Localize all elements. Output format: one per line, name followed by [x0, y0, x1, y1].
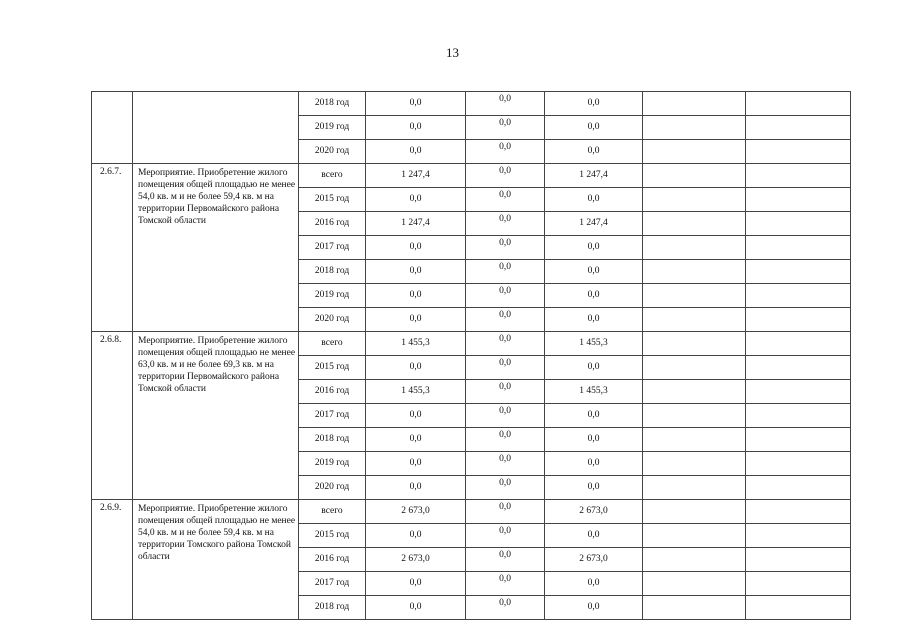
value-cell: 0,0 [366, 188, 466, 212]
value-cell: 0,0 [366, 572, 466, 596]
empty-cell [746, 500, 851, 524]
value-cell: 0,0 [366, 476, 466, 500]
empty-cell [746, 308, 851, 332]
value-cell: 1 247,4 [366, 164, 466, 188]
empty-cell [746, 284, 851, 308]
value-cell: 2 673,0 [366, 548, 466, 572]
year-cell: 2020 год [299, 140, 366, 164]
item-number: 2.6.8. [92, 332, 133, 500]
value-cell: 2 673,0 [545, 500, 643, 524]
item-number-cell [92, 92, 133, 164]
value-cell: 1 247,4 [545, 212, 643, 236]
value-cell: 0,0 [466, 92, 545, 116]
empty-cell [643, 548, 746, 572]
value-cell: 2 673,0 [366, 500, 466, 524]
item-description: Мероприятие. Приобретение жилого помещения общей площадью не менее 63,0 кв. м и не более 69,3 кв. м на территории Первомайского района Томской области [133, 332, 299, 500]
value-cell: 0,0 [366, 452, 466, 476]
year-cell: 2020 год [299, 476, 366, 500]
year-cell: 2019 год [299, 116, 366, 140]
item-description: Мероприятие. Приобретение жилого помещения общей площадью не менее 54,0 кв. м и не более 59,4 кв. м на территории Первомайского района Томской области [133, 164, 299, 332]
value-cell: 0,0 [466, 212, 545, 236]
empty-cell [643, 92, 746, 116]
empty-cell [643, 188, 746, 212]
value-cell: 0,0 [545, 524, 643, 548]
year-cell: 2018 год [299, 596, 366, 620]
empty-cell [746, 572, 851, 596]
year-cell: 2017 год [299, 572, 366, 596]
value-cell: 0,0 [466, 500, 545, 524]
value-cell: 0,0 [545, 356, 643, 380]
value-cell: 0,0 [466, 404, 545, 428]
value-cell: 0,0 [466, 452, 545, 476]
empty-cell [746, 212, 851, 236]
empty-cell [643, 476, 746, 500]
table-row [92, 92, 851, 116]
year-cell: 2020 год [299, 308, 366, 332]
empty-cell [746, 164, 851, 188]
value-cell: 0,0 [366, 92, 466, 116]
item-number: 2.6.7. [92, 164, 133, 332]
value-cell: 0,0 [466, 380, 545, 404]
empty-cell [643, 140, 746, 164]
value-cell: 0,0 [545, 596, 643, 620]
empty-cell [746, 380, 851, 404]
table-row [92, 500, 851, 524]
empty-cell [746, 260, 851, 284]
empty-cell [746, 92, 851, 116]
empty-cell [643, 356, 746, 380]
empty-cell [746, 140, 851, 164]
empty-cell [643, 284, 746, 308]
value-cell: 1 455,3 [366, 332, 466, 356]
item-number: 2.6.9. [92, 500, 133, 620]
empty-cell [746, 524, 851, 548]
empty-cell [746, 428, 851, 452]
value-cell: 0,0 [366, 596, 466, 620]
year-cell: 2015 год [299, 188, 366, 212]
year-cell: 2017 год [299, 236, 366, 260]
value-cell: 0,0 [545, 92, 643, 116]
value-cell: 0,0 [366, 260, 466, 284]
year-cell: 2016 год [299, 548, 366, 572]
empty-cell [746, 596, 851, 620]
value-cell: 1 455,3 [366, 380, 466, 404]
value-cell: 0,0 [545, 236, 643, 260]
empty-cell [643, 308, 746, 332]
year-cell: всего [299, 500, 366, 524]
value-cell: 0,0 [545, 188, 643, 212]
value-cell: 1 247,4 [366, 212, 466, 236]
year-cell: всего [299, 164, 366, 188]
empty-cell [746, 476, 851, 500]
empty-cell [746, 236, 851, 260]
value-cell: 0,0 [366, 116, 466, 140]
year-cell: 2018 год [299, 428, 366, 452]
value-cell: 0,0 [545, 476, 643, 500]
value-cell: 0,0 [366, 404, 466, 428]
empty-cell [643, 428, 746, 452]
value-cell: 0,0 [366, 524, 466, 548]
empty-cell [643, 404, 746, 428]
value-cell: 0,0 [366, 356, 466, 380]
value-cell: 0,0 [466, 140, 545, 164]
value-cell: 0,0 [545, 428, 643, 452]
empty-cell [643, 236, 746, 260]
value-cell: 1 455,3 [545, 380, 643, 404]
empty-cell [746, 404, 851, 428]
value-cell: 0,0 [466, 548, 545, 572]
value-cell: 0,0 [466, 332, 545, 356]
value-cell: 0,0 [466, 572, 545, 596]
year-cell: 2015 год [299, 524, 366, 548]
value-cell: 0,0 [545, 452, 643, 476]
value-cell: 0,0 [466, 308, 545, 332]
value-cell: 0,0 [545, 284, 643, 308]
value-cell: 0,0 [466, 236, 545, 260]
table-row [92, 164, 851, 188]
value-cell: 0,0 [545, 308, 643, 332]
year-cell: всего [299, 332, 366, 356]
empty-cell [643, 332, 746, 356]
value-cell: 0,0 [545, 140, 643, 164]
value-cell: 0,0 [466, 164, 545, 188]
empty-cell [643, 452, 746, 476]
year-cell: 2019 год [299, 284, 366, 308]
value-cell: 0,0 [466, 260, 545, 284]
empty-cell [643, 116, 746, 140]
empty-cell [643, 380, 746, 404]
value-cell: 0,0 [466, 428, 545, 452]
empty-cell [746, 116, 851, 140]
empty-cell [643, 524, 746, 548]
table-row [92, 332, 851, 356]
value-cell: 0,0 [366, 428, 466, 452]
value-cell: 0,0 [466, 356, 545, 380]
empty-cell [746, 548, 851, 572]
value-cell: 0,0 [545, 116, 643, 140]
value-cell: 0,0 [366, 236, 466, 260]
value-cell: 0,0 [466, 116, 545, 140]
empty-cell [746, 452, 851, 476]
value-cell: 1 247,4 [545, 164, 643, 188]
value-cell: 2 673,0 [545, 548, 643, 572]
empty-cell [643, 572, 746, 596]
empty-cell [643, 164, 746, 188]
page-number: 13 [446, 45, 459, 60]
value-cell: 0,0 [545, 404, 643, 428]
value-cell: 0,0 [366, 308, 466, 332]
year-cell: 2018 год [299, 260, 366, 284]
budget-table [91, 91, 851, 620]
value-cell: 0,0 [466, 476, 545, 500]
value-cell: 0,0 [466, 188, 545, 212]
empty-cell [746, 188, 851, 212]
year-cell: 2018 год [299, 92, 366, 116]
value-cell: 0,0 [545, 572, 643, 596]
empty-cell [643, 596, 746, 620]
year-cell: 2015 год [299, 356, 366, 380]
value-cell: 0,0 [545, 260, 643, 284]
item-description: Мероприятие. Приобретение жилого помещения общей площадью не менее 54,0 кв. м и не более 59,4 кв. м на территории Томского района Томской области [133, 500, 299, 620]
empty-cell [643, 212, 746, 236]
year-cell: 2019 год [299, 452, 366, 476]
value-cell: 0,0 [366, 284, 466, 308]
value-cell: 0,0 [466, 596, 545, 620]
year-cell: 2016 год [299, 212, 366, 236]
year-cell: 2017 год [299, 404, 366, 428]
value-cell: 0,0 [466, 524, 545, 548]
value-cell: 1 455,3 [545, 332, 643, 356]
empty-cell [746, 356, 851, 380]
item-description-cell [133, 92, 299, 164]
value-cell: 0,0 [366, 140, 466, 164]
empty-cell [643, 500, 746, 524]
empty-cell [746, 332, 851, 356]
year-cell: 2016 год [299, 380, 366, 404]
value-cell: 0,0 [466, 284, 545, 308]
empty-cell [643, 260, 746, 284]
